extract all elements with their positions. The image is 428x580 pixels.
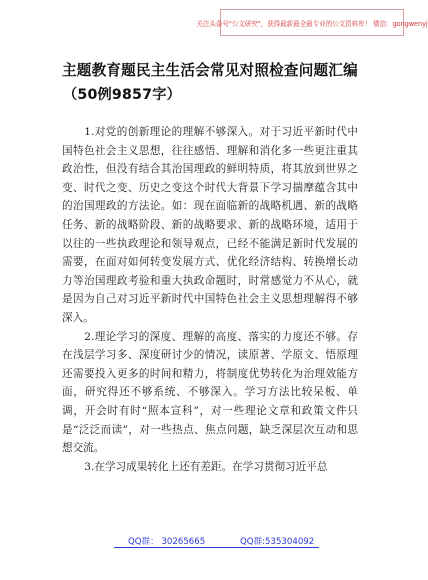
banner-text: 关注头条号"公文研究"，获得最新最全最专业的公文资料库！ 微信：gongwenyj [196, 19, 428, 28]
paragraph-3: 3.在学习成果转化上还有差距。在学习贯彻习近平总 [84, 460, 328, 473]
footer [0, 531, 408, 551]
footer-underline [114, 547, 319, 548]
title-line-2: （50例9857字） [63, 87, 181, 103]
title-line-1: 主题教育题民主生活会常见对照检查问题汇编 [62, 62, 358, 79]
document-title [62, 58, 402, 108]
footer-qq-group-1: QQ群： 30265665 [128, 537, 206, 547]
header-banner [196, 9, 428, 36]
footer-qq-group-2: QQ群:535304092 [240, 537, 315, 547]
paragraph-1: 1.对党的创新理论的理解不够深入。对于习近平新时代中国特色社会主义思想，往往感悟、理解和消化多一些更注重其政治性，但没有结合其治国理政的鲜明特质，将其放到世界之变、时代之变、历史之变这个时代大背景下学习揣摩蕴含其中的治国理政的方法论。如：现在面临新的战略机遇、新的战略任务、新的战略阶段、新的战略要求、新的战略环境，适用于以往的一些执政理论和领导观点，已经不能满足新时代发展的需要，在面对如何转变发展方式、优化经济结构、转换增长动力等治国理政考验和重大执政命题时，时常感觉力不从心，就是因为自己对习近平新时代中国特色社会主义思想理解得不够深入。 [62, 126, 358, 324]
paragraph-2: 2.理论学习的深度、理解的高度、落实的力度还不够。存在浅层学习多、深度研讨少的情况，读原著、学原文、悟原理还需要投入更多的时间和精力，将制度优势转化为治理效能方面，研究得还不够系统、不够深入。学习方法比较呆板、单调，开会时有时“照本宣科”，对一些理论文章和政策文件只是“泛泛而读”，对一些热点、焦点问题，缺乏深层次互动和思想交流。 [62, 330, 358, 455]
document-body [62, 123, 358, 476]
